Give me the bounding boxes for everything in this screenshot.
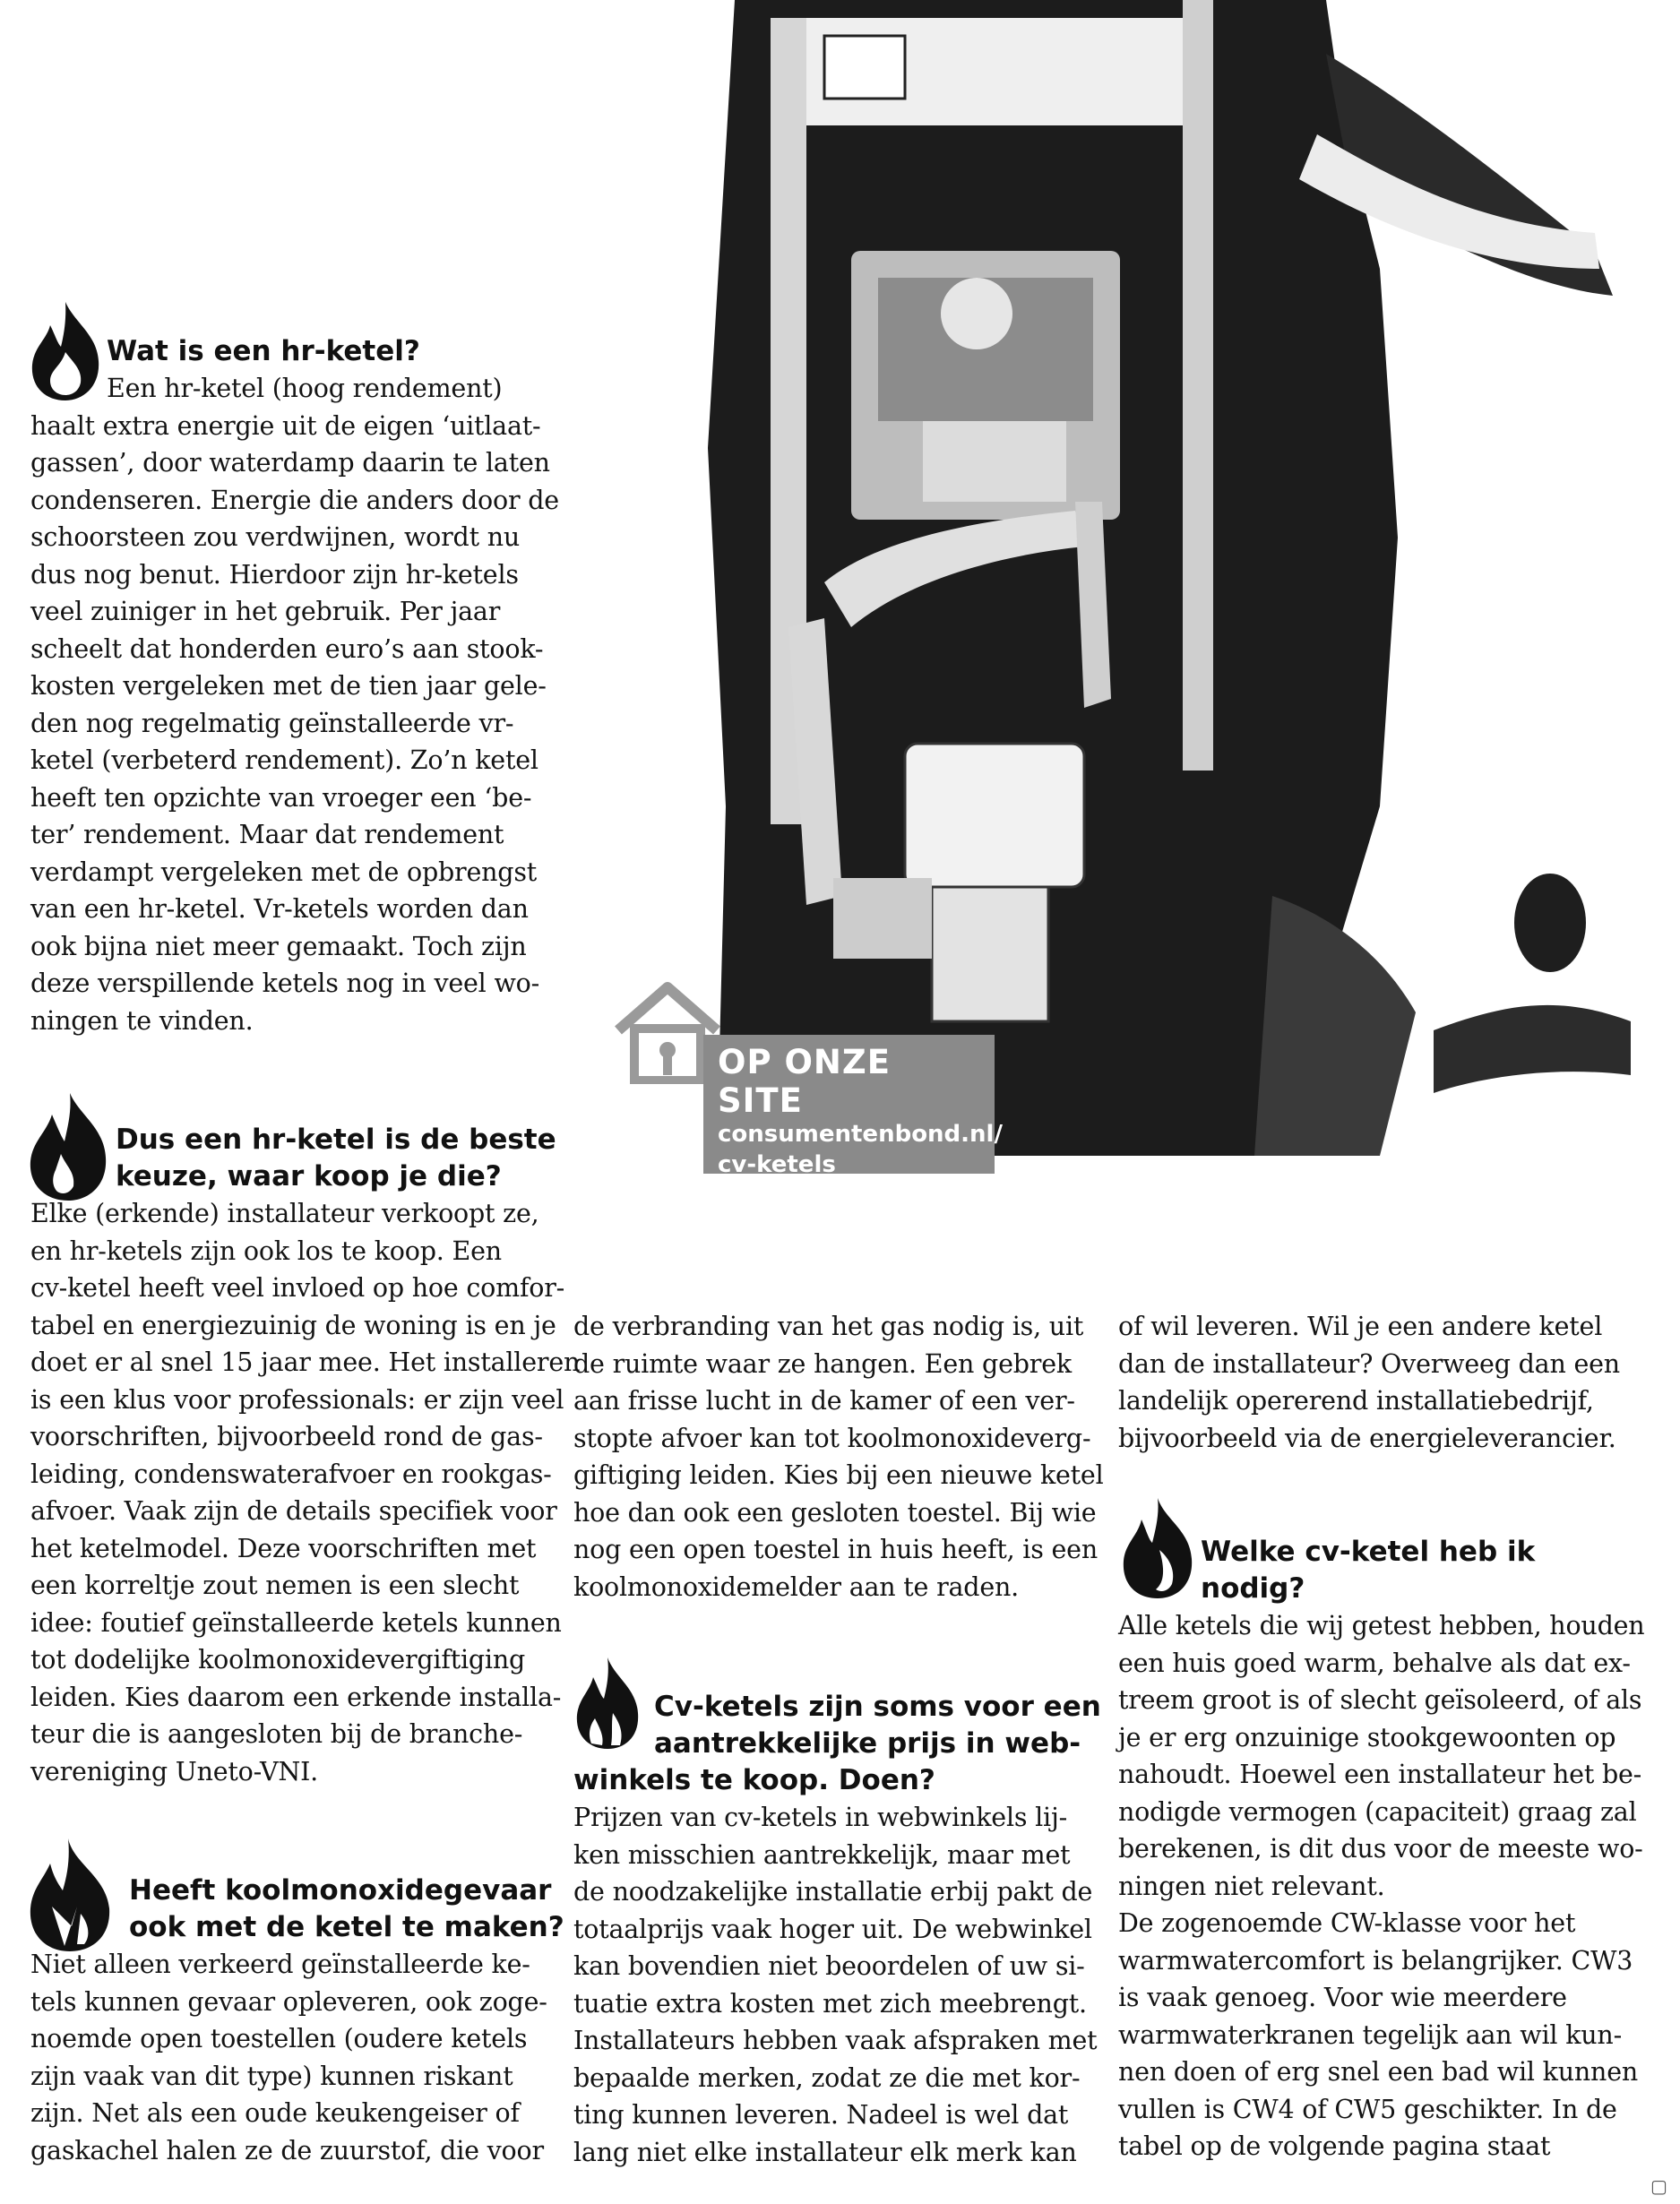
body-line: deze verspillende ketels nog in veel wo- [30, 969, 540, 998]
body-line: haalt extra energie uit de eigen ‘uitlaat- [30, 410, 541, 441]
body-line: Niet alleen verkeerd geïnstalleerde ke- [30, 1950, 530, 1979]
heading-line: aantrekkelijke prijs in web- [654, 1727, 1081, 1760]
body-line: bepaalde merken, zodat ze die met kor- [573, 2062, 1081, 2093]
body-line: teur die is aangesloten bij de branche- [30, 1719, 523, 1749]
body-line: heeft ten opzichte van vroeger een ‘be- [30, 782, 532, 813]
body-line: ningen te vinden. [30, 1005, 254, 1036]
body-line: Een hr-ketel (hoog rendement) [107, 374, 503, 403]
section-wat-is-een-hr-ketel [30, 333, 559, 1039]
body-line: nog een open toestel in huis heeft, is een [573, 1535, 1098, 1564]
body-line: treem groot is of slecht geïsoleerd, of als [1118, 1685, 1642, 1715]
body-line: het ketelmodel. Deze voorschriften met [30, 1533, 537, 1563]
body-line: dus nog benut. Hierdoor zijn hr-ketels [30, 559, 519, 590]
body-line: de ruimte waar ze hangen. Een gebrek [573, 1348, 1072, 1379]
body-line: doet er al snel 15 jaar mee. Het installeren [30, 1347, 581, 1377]
body-line: een huis goed warm, behalve als dat ex- [1118, 1648, 1631, 1678]
body-line: nodigde vermogen (capaciteit) graag zal [1118, 1796, 1637, 1827]
section-dus-een-hr-ketel [30, 1122, 580, 1790]
body-line: ting kunnen leveren. Nadeel is wel dat [573, 2100, 1069, 2130]
body-line: lang niet elke installateur elk merk kan [573, 2137, 1077, 2167]
body-line: ningen niet relevant. [1118, 1871, 1385, 1901]
promo-title: OP ONZE SITE [718, 1043, 891, 1120]
body-line: schoorsteen zou verdwijnen, wordt nu [30, 522, 521, 552]
body-line: leiden. Kies daarom een erkende installa- [30, 1682, 562, 1712]
body-line: van een hr-ketel. Vr-ketels worden dan [30, 894, 529, 924]
body-line: ken misschien aantrekkelijk, maar met [573, 1839, 1071, 1870]
body-line: kan bovendien niet beoordelen of uw si- [573, 1951, 1085, 1981]
body-line: dan de installateur? Overweeg dan een [1118, 1348, 1620, 1379]
heading-line: nodig? [1201, 1572, 1305, 1605]
promo-box [703, 1035, 1003, 1178]
body-line: hoe dan ook een gesloten toestel. Bij wie [573, 1497, 1097, 1528]
body-line: koolmonoxidemelder aan te raden. [573, 1571, 1020, 1602]
body-line: zijn. Net als een oude keukengeiser of [30, 2098, 520, 2128]
body-line: veel zuiniger in het gebruik. Per jaar [30, 597, 501, 626]
body-line: is vaak genoeg. Voor wie meerdere [1118, 1983, 1567, 2012]
body-line: aan frisse lucht in de kamer of een ver- [573, 1386, 1075, 1416]
body-line: De zogenoemde CW-klasse voor het [1118, 1908, 1576, 1938]
body-line: warmwaterkranen tegelijk aan wil kun- [1118, 2019, 1623, 2050]
heading-line: Welke cv-ketel heb ik [1201, 1536, 1536, 1568]
body-line: nen doen of erg snel een bad wil kunnen [1118, 2057, 1639, 2087]
body-line: nahoudt. Hoewel een installateur het be- [1118, 1760, 1642, 1789]
body-line: berekenen, is dit dus voor de meeste wo- [1118, 1834, 1643, 1864]
body-line: voorschriften, bijvoorbeeld rond de gas- [30, 1422, 543, 1451]
body-line: leiding, condenswaterafvoer en rookgas- [30, 1459, 552, 1489]
body-line: afvoer. Vaak zijn de details specifiek voor [30, 1496, 557, 1526]
body-line: tabel en energiezuinig de woning is en je [30, 1310, 556, 1340]
body-line: en hr-ketels zijn ook los te koop. Een [30, 1235, 502, 1266]
body-line: is een klus voor professionals: er zijn veel [30, 1384, 564, 1415]
section-webwinkels-continued [1118, 1308, 1620, 1457]
body-line: Alle ketels die wij getest hebben, houden [1118, 1611, 1645, 1640]
body-line: Installateurs hebben vaak afspraken met [573, 2026, 1098, 2055]
body-line: verdampt vergeleken met de opbrengst [30, 857, 538, 887]
heading-line: Dus een hr-ketel is de beste [116, 1124, 556, 1156]
body-line: gaskachel halen ze de zuurstof, die voor [30, 2135, 544, 2165]
body-line: cv-ketel heeft veel invloed op hoe comfor- [30, 1273, 565, 1303]
body-line: gassen’, door waterdamp daarin te laten [30, 448, 550, 478]
body-line: tabel op de volgende pagina staat [1118, 2131, 1551, 2161]
section-heading [116, 1122, 580, 1195]
body-line: warmwatercomfort is belangrijker. CW3 [1118, 1945, 1633, 1976]
heading-line: keuze, waar koop je die? [116, 1160, 502, 1192]
body-line: een korreltje zout nemen is een slecht [30, 1571, 520, 1600]
body-line: of wil leveren. Wil je een andere ketel [1118, 1312, 1603, 1341]
body-line: ter’ rendement. Maar dat rendement [30, 820, 504, 849]
body-line: landelijk opererend installatiebedrijf, [1118, 1386, 1594, 1416]
body-line: den nog regelmatig geïnstalleerde vr- [30, 708, 514, 738]
body-line: Prijzen van cv-ketels in webwinkels lij- [573, 1803, 1068, 1832]
body-line: condenseren. Energie die anders door de [30, 485, 559, 515]
body-line: kosten vergeleken met de tien jaar gele- [30, 671, 547, 701]
body-line: totaalprijs vaak hoger uit. De webwinkel [573, 1914, 1092, 1944]
body-line: idee: foutief geïnstalleerde ketels kunnen [30, 1607, 562, 1638]
heading-line: ook met de ketel te maken? [129, 1911, 564, 1943]
body-line: tuatie extra kosten met zich meebrengt. [573, 1988, 1087, 2019]
heading-line: Heeft koolmonoxidegevaar [129, 1874, 552, 1907]
section-heading [573, 1689, 1101, 1799]
body-line: de verbranding van het gas nodig is, uit [573, 1312, 1084, 1341]
heading-line: Wat is een hr-ketel? [107, 335, 420, 367]
body-line: ketel (verbeterd rendement). Zo’n ketel [30, 745, 538, 775]
body-line: zijn vaak van dit type) kunnen riskant [30, 2061, 513, 2091]
section-heading [1201, 1534, 1644, 1607]
section-heading [129, 1873, 564, 1946]
section-koolmonoxide-continued [573, 1308, 1104, 1606]
body-line: noemde open toestellen (oudere ketels [30, 2024, 528, 2053]
body-line: giftiging leiden. Kies bij een nieuwe ketel [573, 1460, 1104, 1490]
body-line: de noodzakelijke installatie erbij pakt de [573, 1877, 1093, 1907]
body-line: vereniging Uneto-VNI. [30, 1756, 318, 1786]
heading-line: Cv-ketels zijn soms voor een [654, 1691, 1101, 1723]
body-line: tels kunnen gevaar opleveren, ook zoge- [30, 1986, 547, 2017]
body-line: je er erg onzuinige stookgewoonten op [1118, 1722, 1616, 1752]
continuation-mark: ▢ [1650, 2175, 1667, 2197]
body-line: ook bijna niet meer gemaakt. Toch zijn [30, 931, 527, 961]
section-koolmonoxidegevaar [30, 1873, 564, 2169]
body-line: vullen is CW4 of CW5 geschikter. In de [1118, 2094, 1617, 2124]
promo-url-line-2[interactable]: cv-ketels [718, 1150, 836, 1178]
section-welke-cv-ketel [1118, 1534, 1644, 2165]
promo-sticker [609, 977, 1004, 1196]
heading-line: winkels te koop. Doen? [573, 1764, 935, 1796]
body-line: Elke (erkende) installateur verkoopt ze, [30, 1199, 539, 1228]
body-line: scheelt dat honderden euro’s aan stook- [30, 633, 544, 664]
section-webwinkels [573, 1689, 1101, 2171]
body-line: tot dodelijke koolmonoxidevergiftiging [30, 1645, 526, 1675]
promo-url-line-1[interactable]: consumentenbond.nl/ [718, 1121, 1003, 1149]
body-line: stopte afvoer kan tot koolmonoxideverg- [573, 1423, 1091, 1453]
section-heading [107, 333, 559, 370]
body-line: bijvoorbeeld via de energieleverancier. [1118, 1423, 1616, 1453]
